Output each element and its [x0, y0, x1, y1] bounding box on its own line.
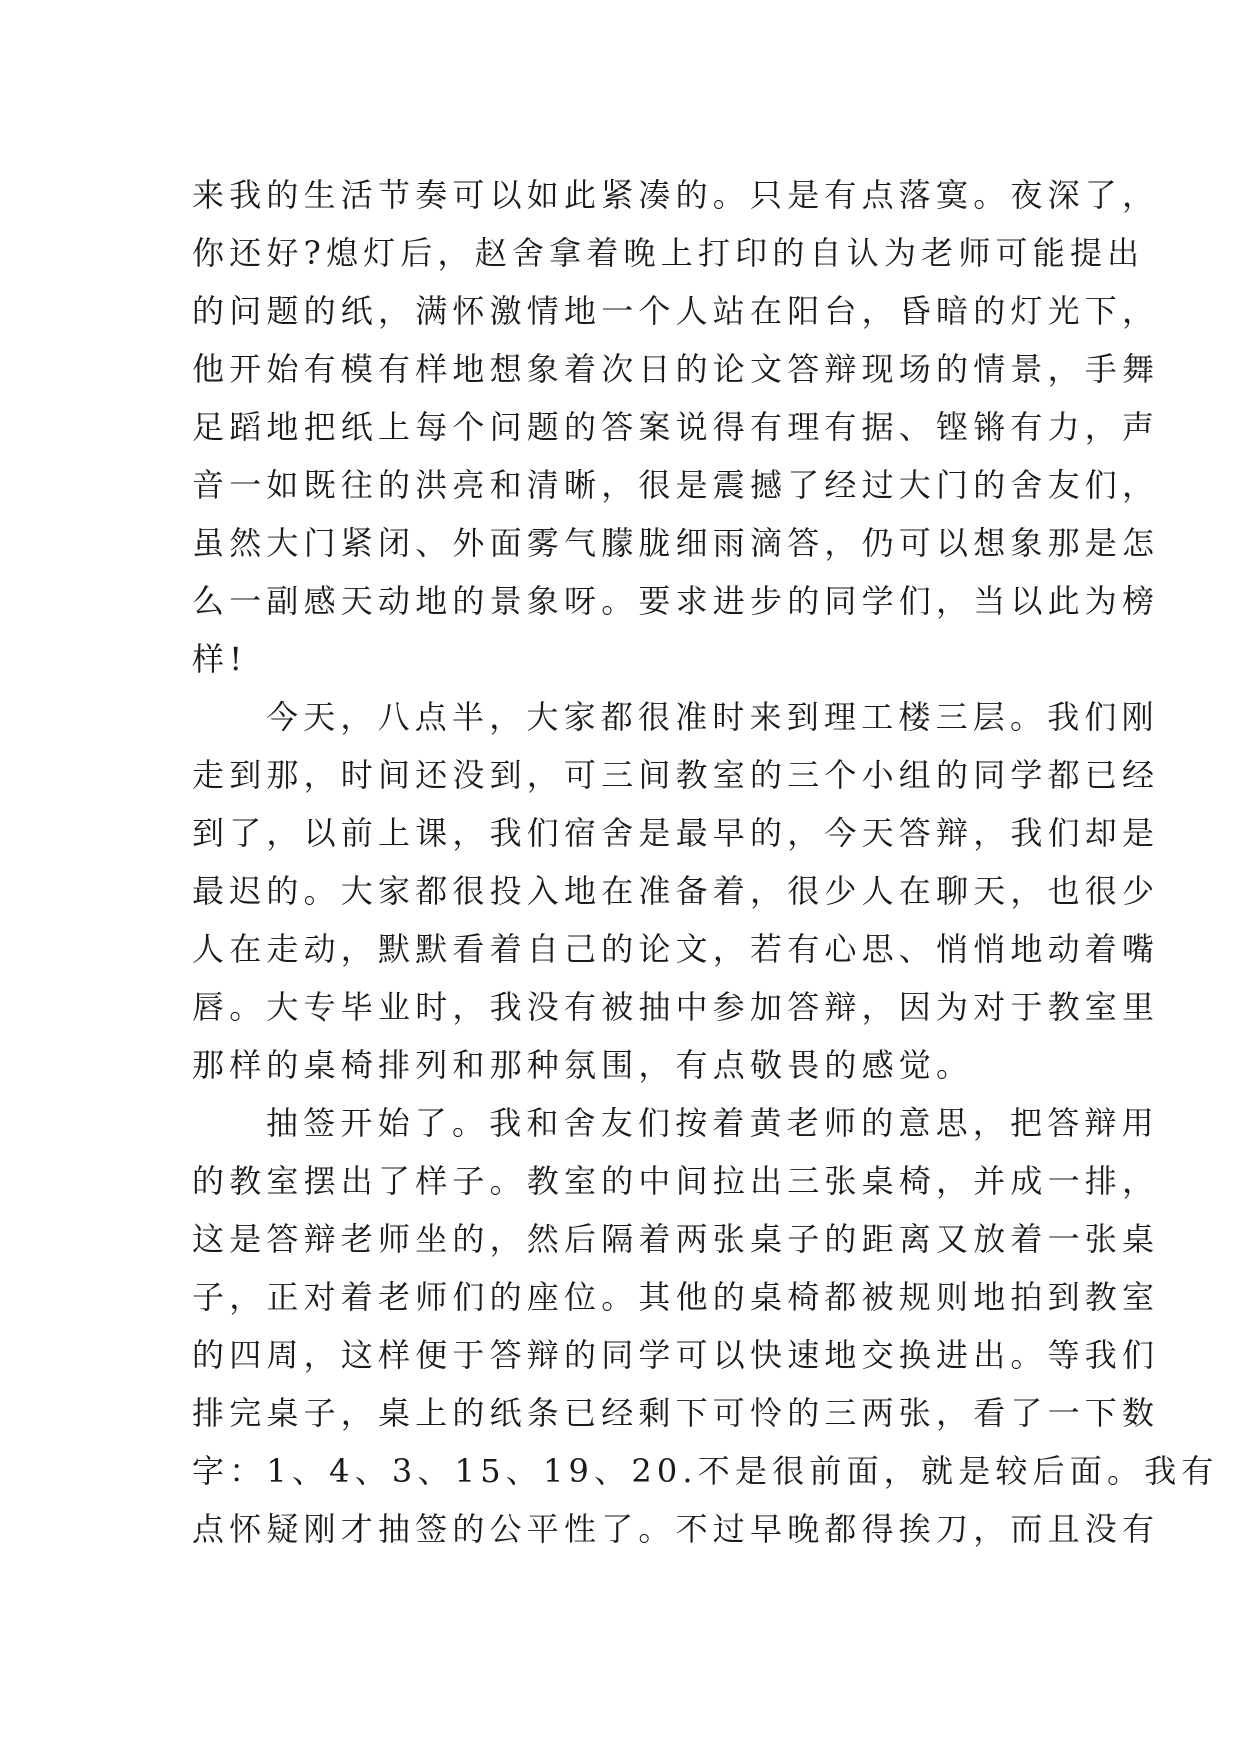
text-line: 点怀疑刚才抽签的公平性了。不过早晚都得挨刀，而且没有: [192, 1510, 1160, 1548]
paragraph-start-line: 抽签开始了。我和舍友们按着黄老师的意思，把答辩用: [266, 1104, 1159, 1142]
text-line: 的教室摆出了样子。教室的中间拉出三张桌椅，并成一排，: [192, 1162, 1160, 1200]
text-line: 这是答辩老师坐的，然后隔着两张桌子的距离又放着一张桌: [192, 1220, 1160, 1258]
text-line: 那样的桌椅排列和那种氛围，有点敬畏的感觉。: [192, 1046, 974, 1084]
text-line: 样!: [192, 640, 248, 678]
text-line: 他开始有模有样地想象着次日的论文答辩现场的情景，手舞: [192, 350, 1160, 388]
text-line: 人在走动，默默看着自己的论文，若有心思、悄悄地动着嘴: [192, 930, 1160, 968]
text-line: 的四周，这样便于答辩的同学可以快速地交换进出。等我们: [192, 1336, 1160, 1374]
text-line: 你还好?熄灯后，赵舍拿着晚上打印的自认为老师可能提出: [192, 234, 1145, 272]
text-line: 来我的生活节奏可以如此紧凑的。只是有点落寞。夜深了，: [192, 176, 1160, 214]
text-line: 最迟的。大家都很投入地在准备着，很少人在聊天，也很少: [192, 872, 1160, 910]
text-line: 虽然大门紧闭、外面雾气朦胧细雨滴答，仍可以想象那是怎: [192, 524, 1160, 562]
text-line: 足蹈地把纸上每个问题的答案说得有理有据、铿锵有力，声: [192, 408, 1160, 446]
text-line: 唇。大专毕业时，我没有被抽中参加答辩，因为对于教室里: [192, 988, 1160, 1026]
text-line: 么一副感天动地的景象呀。要求进步的同学们，当以此为榜: [192, 582, 1160, 620]
text-line: 音一如既往的洪亮和清晰，很是震撼了经过大门的舍友们，: [192, 466, 1160, 504]
paragraph-start-line: 今天，八点半，大家都很准时来到理工楼三层。我们刚: [266, 698, 1159, 736]
text-line: 到了，以前上课，我们宿舍是最早的，今天答辩，我们却是: [192, 814, 1160, 852]
text-line: 的问题的纸，满怀激情地一个人站在阳台，昏暗的灯光下，: [192, 292, 1160, 330]
body-text: [192, 166, 1219, 1558]
text-line: 字：1、4、3、15、19、20.不是很前面，就是较后面。我有: [192, 1452, 1219, 1490]
text-line: 排完桌子，桌上的纸条已经剩下可怜的三两张，看了一下数: [192, 1394, 1160, 1432]
text-line: 子，正对着老师们的座位。其他的桌椅都被规则地拍到教室: [192, 1278, 1160, 1316]
text-line: 走到那，时间还没到，可三间教室的三个小组的同学都已经: [192, 756, 1160, 794]
